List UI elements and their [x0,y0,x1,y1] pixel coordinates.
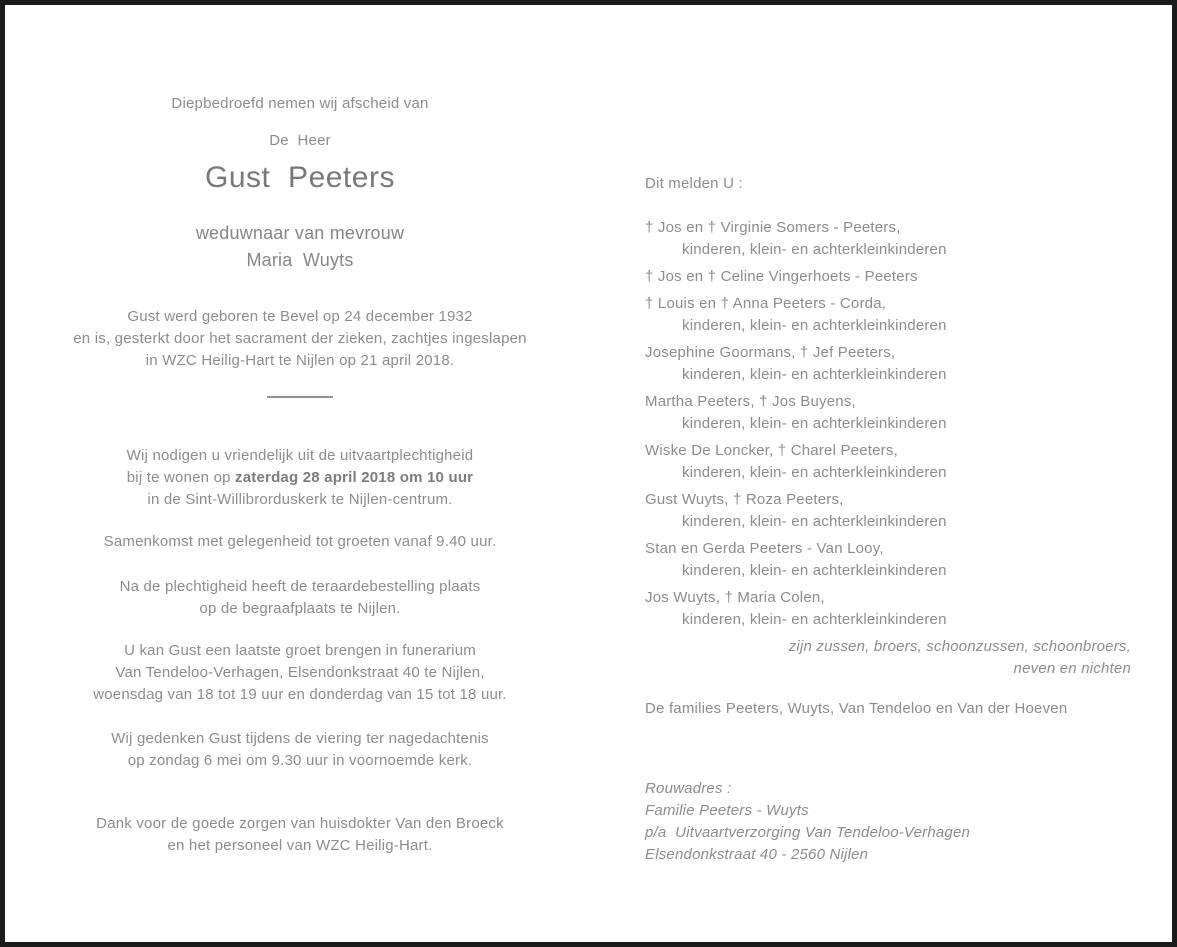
intro-line: Diepbedroefd nemen wij afscheid van [171,95,429,112]
birth-line-1: Gust werd geboren te Bevel op 24 december 1932 [127,308,473,325]
burial-paragraph [67,576,533,620]
gathering-line: Samenkomst met gelegenheid tot groeten vanaf 9.40 uur. [103,533,497,550]
memorial-line-2: op zondag 6 mei om 9.30 uur in voornoemde kerk. [127,752,473,769]
mourning-address-heading: Rouwadres : [645,780,732,797]
family-entry-main: Jos Wuyts, † Maria Colen, [645,589,825,606]
family-entry-main: Josephine Goormans, † Jef Peeters, [645,344,896,361]
family-entry-members: kinderen, klein- en achterkleinkinderen [682,317,947,334]
invitation-line-2-prefix: bij te wonen op [126,469,236,486]
mourning-address [645,778,1131,866]
relatives-note-line-1: zijn zussen, broers, schoonzussen, schoonbroers, [788,638,1131,655]
announcement-heading: Dit melden U : [645,175,743,192]
separator-line [267,396,333,398]
family-entry [645,217,1131,261]
thanks-line-2: en het personeel van WZC Heilig-Hart. [167,837,433,854]
family-list [645,217,1131,631]
family-entry [645,342,1131,386]
family-entry [645,391,1131,435]
ceremony-datetime: zaterdag 28 april 2018 om 10 uur [235,469,474,486]
family-entry-members: kinderen, klein- en achterkleinkinderen [682,611,947,628]
family-entry [645,587,1131,631]
invitation-paragraph [67,445,533,511]
family-entry-members: kinderen, klein- en achterkleinkinderen [682,464,947,481]
family-entry-main: Wiske De Loncker, † Charel Peeters, [645,442,898,459]
family-entry-main: † Jos en † Virginie Somers - Peeters, [645,219,901,236]
family-entry-main: Gust Wuyts, † Roza Peeters, [645,491,844,508]
widower-block [67,220,533,274]
funerarium-line-3: woensdag van 18 tot 19 uur en donderdag van 15 tot 18 uur. [93,686,507,703]
invitation-line-3: in de Sint-Willibrorduskerk te Nijlen-centrum. [147,491,453,508]
family-entry-members: kinderen, klein- en achterkleinkinderen [682,513,947,530]
honorific-line: De Heer [269,132,331,149]
family-entry-members: kinderen, klein- en achterkleinkinderen [682,366,947,383]
birth-line-3: in WZC Heilig-Hart te Nijlen op 21 april 2018. [145,352,455,369]
family-entry [645,266,1131,288]
left-column [67,5,533,857]
birth-line-2: en is, gesterkt door het sacrament der zieken, zachtjes ingeslapen [73,330,527,347]
deceased-name: Gust Peeters [205,161,395,194]
relatives-note [645,636,1131,680]
family-entry [645,440,1131,484]
family-entry-main: † Louis en † Anna Peeters - Corda, [645,295,887,312]
family-entry [645,293,1131,337]
invitation-line-2 [67,467,533,489]
funerarium-line-1: U kan Gust een laatste groet brengen in funerarium [124,642,476,659]
mourning-address-line-3: p/a Uitvaartverzorging Van Tendeloo-Verhagen [645,824,971,841]
mourning-address-line-4: Elsendonkstraat 40 - 2560 Nijlen [645,846,869,863]
families-line: De families Peeters, Wuyts, Van Tendeloo en Van der Hoeven [645,700,1068,717]
family-entry-main: Martha Peeters, † Jos Buyens, [645,393,856,410]
widower-line-1: weduwnaar van mevrouw [195,223,405,243]
family-entry-main: † Jos en † Celine Vingerhoets - Peeters [645,268,918,285]
right-column [645,5,1131,866]
family-entry-members: kinderen, klein- en achterkleinkinderen [682,241,947,258]
family-entry-members: kinderen, klein- en achterkleinkinderen [682,562,947,579]
widower-line-2: Maria Wuyts [246,250,354,270]
funerarium-line-2: Van Tendeloo-Verhagen, Elsendonkstraat 40 te Nijlen, [115,664,485,681]
mourning-address-line-2: Familie Peeters - Wuyts [645,802,809,819]
burial-line-2: op de begraafplaats te Nijlen. [199,600,401,617]
family-entry-main: Stan en Gerda Peeters - Van Looy, [645,540,884,557]
invitation-line-1: Wij nodigen u vriendelijk uit de uitvaartplechtigheid [126,447,474,464]
family-entry-members: kinderen, klein- en achterkleinkinderen [682,415,947,432]
relatives-note-line-2: neven en nichten [1013,660,1131,677]
memorial-service-paragraph [67,728,533,772]
family-entry [645,489,1131,533]
family-entry [645,538,1131,582]
burial-line-1: Na de plechtigheid heeft de teraardebestelling plaats [119,578,481,595]
funerarium-paragraph [67,640,533,706]
thanks-line-1: Dank voor de goede zorgen van huisdokter Van den Broeck [96,815,504,832]
thanks-paragraph [67,813,533,857]
memorial-line-1: Wij gedenken Gust tijdens de viering ter nagedachtenis [111,730,489,747]
birth-paragraph [67,306,533,372]
